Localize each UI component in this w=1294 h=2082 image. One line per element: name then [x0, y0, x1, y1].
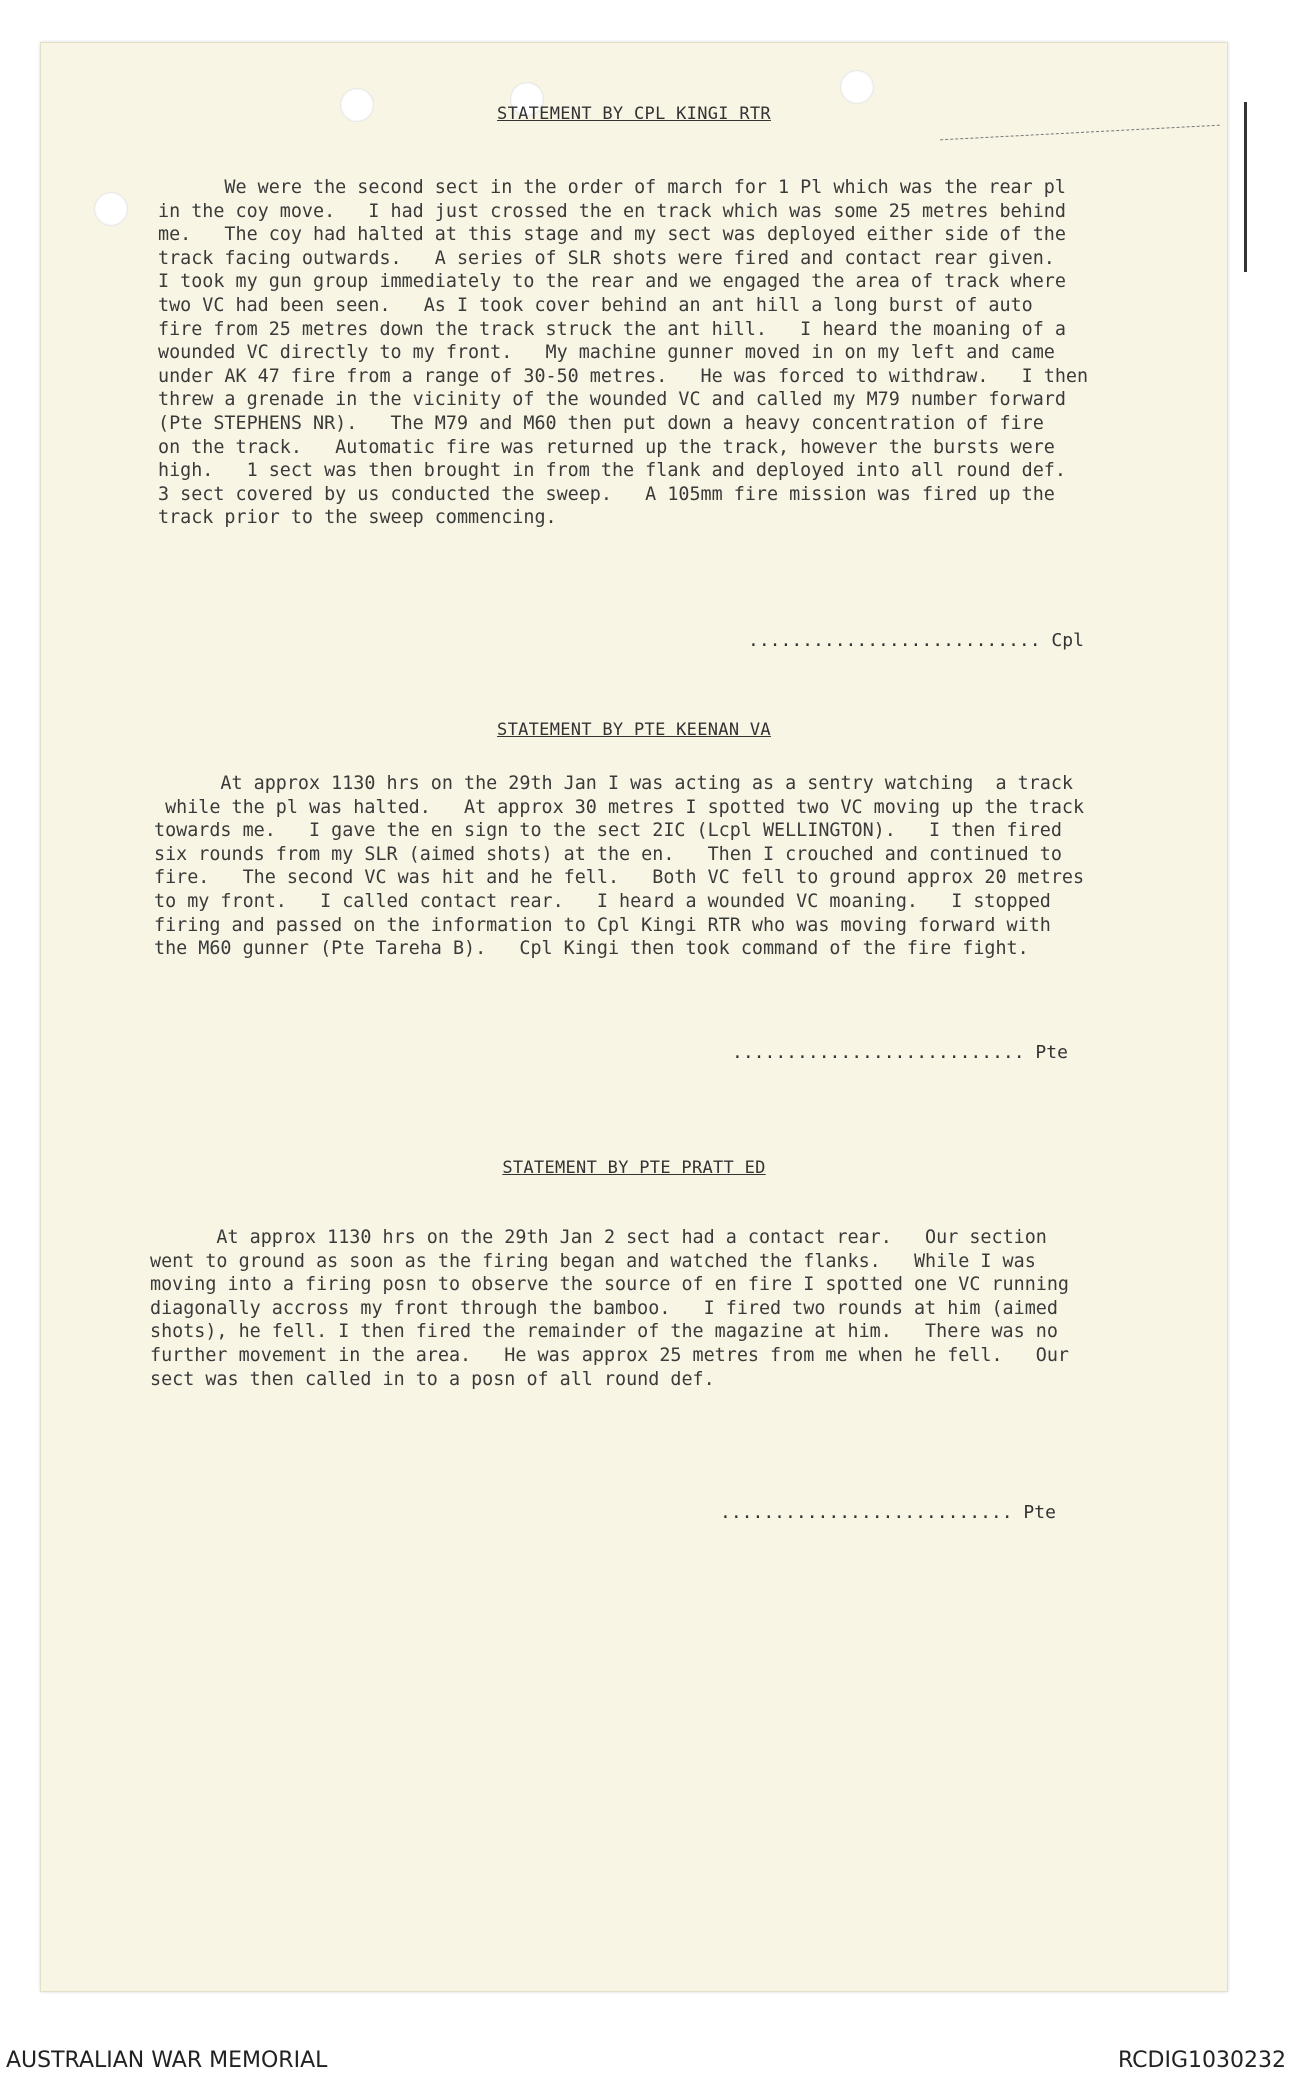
footer-reference: RCDIG1030232	[1117, 2048, 1286, 2073]
margin-line	[940, 125, 1220, 142]
statement-line: fire. The second VC was hit and he fell. Both VC fell to ground approx 20 metres	[154, 867, 1085, 889]
statement-line: fire from 25 metres down the track struck the ant hill. I heard the moaning of a	[158, 318, 1066, 340]
statement-line: firing and passed on the information to Cpl Kingi RTR who was moving forward with	[154, 914, 1051, 936]
statement-body	[154, 772, 1084, 961]
statement-line: six rounds from my SLR (aimed shots) at the en. Then I crouched and continued to	[154, 843, 1062, 865]
statement-line: I took my gun group immediately to the rear and we engaged the area of track where	[158, 271, 1066, 293]
statement-heading: STATEMENT BY CPL KINGI RTR	[497, 104, 771, 124]
statement-line: 3 sect covered by us conducted the sweep. A 105mm fire mission was fired up the	[158, 483, 1055, 505]
statement-heading: STATEMENT BY PTE KEENAN VA	[497, 720, 771, 740]
statement-line: the M60 gunner (Pte Tareha B). Cpl Kingi then took command of the fire fight.	[154, 938, 1029, 960]
statement-line: We were the second sect in the order of march for 1 Pl which was the rear pl	[158, 177, 1066, 198]
statement-line: further movement in the area. He was approx 25 metres from me when he fell. Our	[150, 1344, 1069, 1366]
signature-line: ........................... Pte	[732, 1042, 1068, 1063]
statement-line: track prior to the sweep commencing.	[158, 507, 557, 529]
statement-line: At approx 1130 hrs on the 29th Jan 2 sect had a contact rear. Our section	[150, 1227, 1047, 1248]
statement-line: on the track. Automatic fire was returned up the track, however the bursts were	[158, 436, 1055, 458]
statement-heading: STATEMENT BY PTE PRATT ED	[502, 1158, 766, 1178]
statement-line: shots), he fell. I then fired the remainder of the magazine at him. There was no	[150, 1321, 1058, 1343]
statement-line: (Pte STEPHENS NR). The M79 and M60 then put down a heavy concentration of fire	[158, 412, 1044, 434]
statement-line: moving into a firing posn to observe the source of en fire I spotted one VC running	[150, 1274, 1069, 1296]
statement-line: in the coy move. I had just crossed the en track which was some 25 metres behind	[158, 200, 1066, 222]
statement-body	[150, 1226, 1069, 1391]
statement-line: wounded VC directly to my front. My machine gunner moved in on my left and came	[158, 342, 1055, 364]
punch-hole	[840, 70, 874, 104]
statement-line: while the pl was halted. At approx 30 metres I spotted two VC moving up the track	[154, 796, 1085, 818]
statement-line: went to ground as soon as the firing began and watched the flanks. While I was	[150, 1250, 1036, 1272]
statement-line: At approx 1130 hrs on the 29th Jan I was acting as a sentry watching a track	[154, 773, 1073, 794]
statement-line: threw a grenade in the vicinity of the wounded VC and called my M79 number forward	[158, 389, 1066, 411]
statement-body	[158, 176, 1088, 530]
signature-line: ........................... Pte	[720, 1502, 1056, 1523]
statement-line: sect was then called in to a posn of all round def.	[150, 1368, 715, 1390]
statement-line: track facing outwards. A series of SLR shots were fired and contact rear given.	[158, 247, 1055, 269]
statement-line: two VC had been seen. As I took cover behind an ant hill a long burst of auto	[158, 294, 1033, 316]
statement-line: to my front. I called contact rear. I heard a wounded VC moaning. I stopped	[154, 890, 1051, 912]
document-page	[40, 42, 1228, 1992]
signature-line: ........................... Cpl	[748, 630, 1084, 651]
statement-line: under AK 47 fire from a range of 30-50 metres. He was forced to withdraw. I then	[158, 365, 1089, 387]
statement-line: me. The coy had halted at this stage and my sect was deployed either side of the	[158, 224, 1066, 246]
statement-line: towards me. I gave the en sign to the sect 2IC (Lcpl WELLINGTON). I then fired	[154, 820, 1062, 842]
margin-mark	[1244, 102, 1247, 272]
punch-hole	[94, 192, 128, 226]
statement-line: diagonally accross my front through the bamboo. I fired two rounds at him (aimed	[150, 1297, 1058, 1319]
statement-line: high. 1 sect was then brought in from the flank and deployed into all round def.	[158, 460, 1066, 482]
footer-institution: AUSTRALIAN WAR MEMORIAL	[6, 2048, 328, 2073]
